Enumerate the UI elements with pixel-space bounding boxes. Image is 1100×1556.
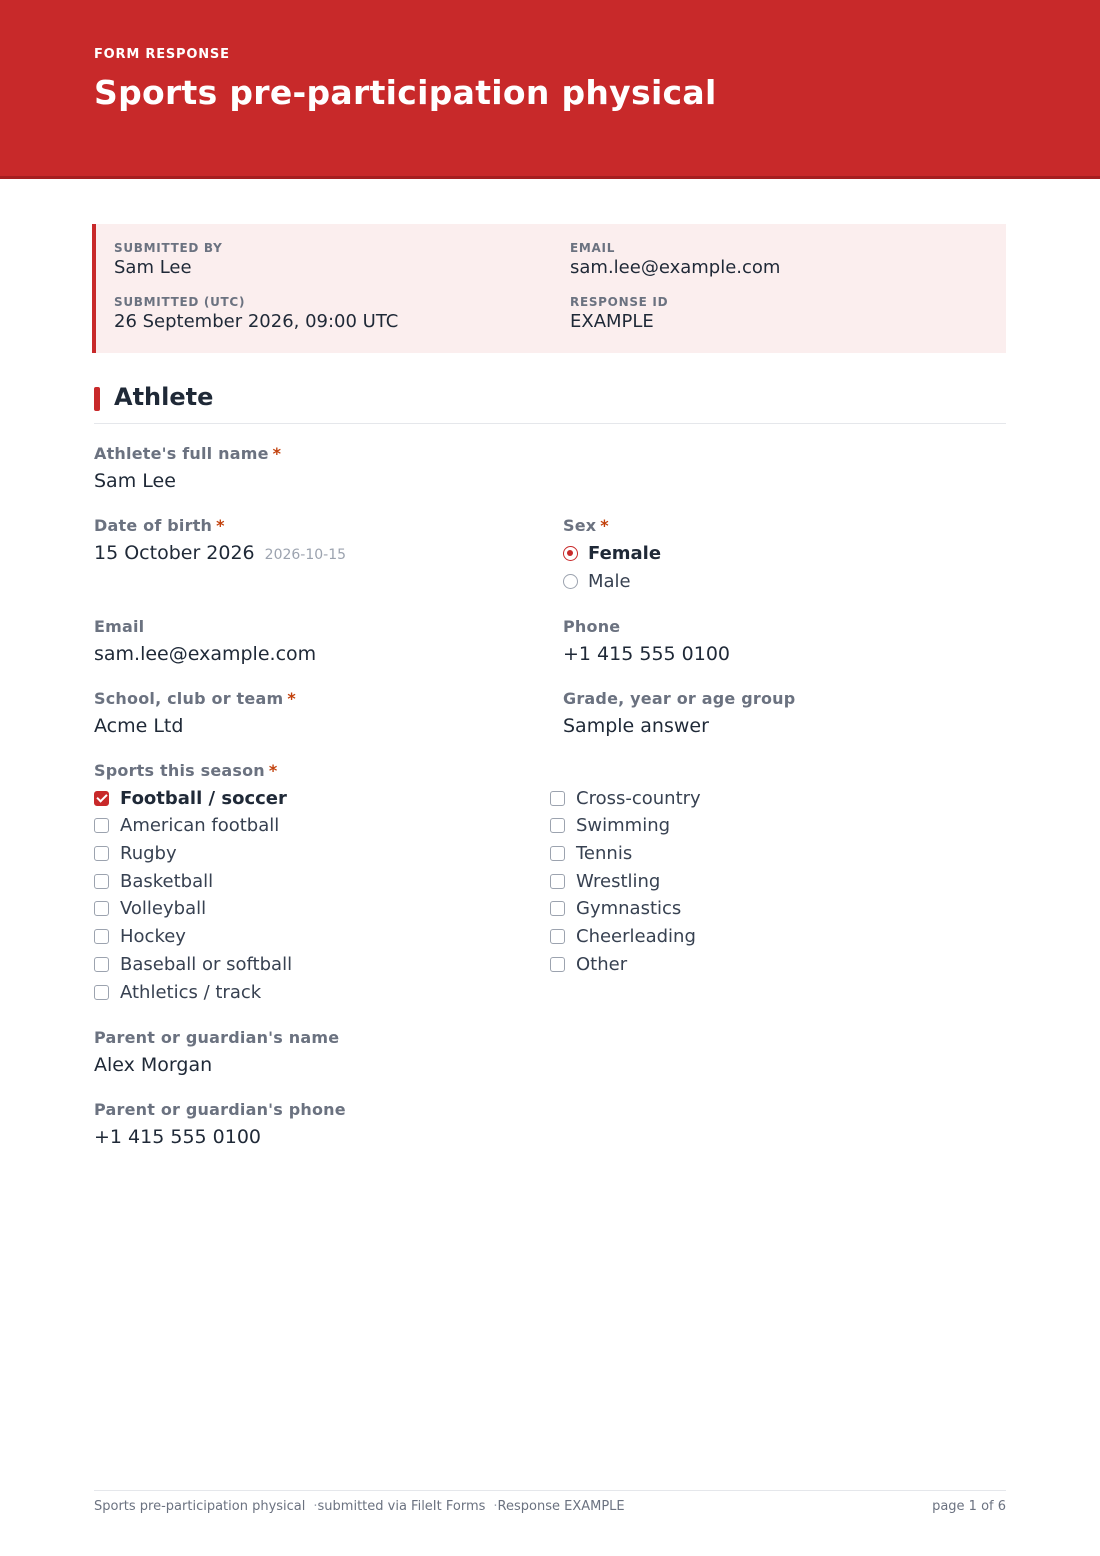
field-grade	[563, 689, 795, 737]
checkbox-unchecked-icon	[94, 846, 109, 861]
checkbox-label: Basketball	[120, 871, 214, 892]
checkbox-cheerleading[interactable]	[550, 926, 696, 947]
checkbox-label: Other	[576, 954, 628, 975]
checkbox-unchecked-icon	[94, 874, 109, 889]
field-label-text: Sex	[563, 516, 597, 535]
field-label	[94, 444, 281, 463]
checkbox-unchecked-icon	[94, 985, 109, 1000]
checkbox-rugby[interactable]	[94, 843, 177, 864]
meta-label: RESPONSE ID	[570, 295, 669, 309]
checkbox-american-football[interactable]	[94, 815, 279, 836]
checkbox-swimming[interactable]	[550, 815, 670, 836]
field-school	[94, 689, 296, 737]
checkbox-label: Football / soccer	[120, 788, 287, 809]
dob-value: 15 October 2026	[94, 542, 255, 564]
footer-via: submitted via FileIt Forms	[317, 1499, 486, 1514]
field-label	[94, 761, 277, 780]
footer-page-number: page 1 of 6	[932, 1499, 1006, 1514]
form-header	[0, 0, 1100, 179]
submission-meta-panel	[92, 224, 1006, 353]
required-marker: *	[600, 516, 609, 535]
required-marker: *	[268, 761, 278, 780]
field-full-name	[94, 444, 281, 492]
required-marker: *	[272, 444, 282, 463]
checkbox-label: American football	[120, 815, 280, 836]
radio-selected-icon	[563, 546, 578, 561]
field-date-of-birth	[94, 516, 346, 564]
field-label-text: School, club or team	[94, 689, 284, 708]
field-value: Sample answer	[563, 715, 709, 737]
checkbox-label: Cross-country	[576, 788, 701, 809]
radio-option-female[interactable]	[563, 543, 661, 564]
field-label-text: Sports this season	[94, 761, 265, 780]
field-label-text: Athlete's full name	[94, 444, 269, 463]
checkbox-cross-country[interactable]	[550, 788, 701, 809]
footer-response: Response EXAMPLE	[497, 1499, 625, 1514]
meta-label: EMAIL	[570, 241, 616, 255]
checkbox-tennis[interactable]	[550, 843, 632, 864]
meta-value: sam.lee@example.com	[570, 257, 781, 278]
field-label	[94, 689, 296, 708]
radio-option-male[interactable]	[563, 571, 631, 592]
checkbox-unchecked-icon	[94, 818, 109, 833]
checkbox-label: Tennis	[576, 843, 633, 864]
checkbox-athletics-track[interactable]	[94, 982, 261, 1003]
field-guardian-phone	[94, 1100, 346, 1148]
meta-submitted-by	[114, 241, 223, 278]
checkbox-unchecked-icon	[94, 957, 109, 972]
checkbox-other[interactable]	[550, 954, 627, 975]
checkbox-hockey[interactable]	[94, 926, 186, 947]
footer-left	[94, 1499, 1006, 1514]
checkbox-football-soccer[interactable]	[94, 788, 287, 809]
required-marker: *	[216, 516, 225, 535]
field-sports	[94, 761, 277, 780]
checkbox-label: Gymnastics	[576, 898, 682, 919]
field-value: Sam Lee	[94, 470, 176, 492]
checkbox-unchecked-icon	[94, 929, 109, 944]
radio-label: Male	[588, 571, 631, 592]
meta-email	[570, 241, 780, 278]
checkbox-label: Cheerleading	[576, 926, 696, 947]
checkbox-unchecked-icon	[550, 901, 565, 916]
header-eyebrow: FORM RESPONSE	[94, 47, 230, 62]
meta-value: EXAMPLE	[570, 311, 654, 332]
section-accent-bar	[94, 387, 100, 411]
meta-label: SUBMITTED (UTC)	[114, 295, 246, 309]
footer-separator: ·	[313, 1499, 318, 1514]
field-label: Parent or guardian's name	[94, 1028, 340, 1047]
meta-value: 26 September 2026, 09:00 UTC	[114, 311, 399, 332]
checkbox-label: Baseball or softball	[120, 954, 293, 975]
checkbox-unchecked-icon	[550, 818, 565, 833]
meta-value: Sam Lee	[114, 257, 192, 278]
checkbox-gymnastics[interactable]	[550, 898, 681, 919]
section-header-athlete	[94, 382, 1006, 424]
checkbox-basketball[interactable]	[94, 871, 213, 892]
checkbox-label: Athletics / track	[120, 982, 262, 1003]
dob-iso: 2026-10-15	[264, 547, 347, 563]
field-value: +1 415 555 0100	[94, 1126, 262, 1148]
checkbox-label: Hockey	[120, 926, 186, 947]
field-value: Acme Ltd	[94, 715, 184, 737]
checkbox-unchecked-icon	[550, 874, 565, 889]
checkbox-label: Rugby	[120, 843, 177, 864]
checkbox-label: Volleyball	[120, 898, 207, 919]
field-label: Parent or guardian's phone	[94, 1100, 346, 1119]
checkbox-wrestling[interactable]	[550, 871, 660, 892]
meta-response-id	[570, 295, 668, 332]
field-value: sam.lee@example.com	[94, 643, 317, 665]
page-title: Sports pre-participation physical	[94, 73, 717, 112]
checkbox-unchecked-icon	[94, 901, 109, 916]
meta-submitted-utc	[114, 295, 398, 332]
page-footer	[94, 1490, 1006, 1514]
field-value: +1 415 555 0100	[563, 643, 731, 665]
checkbox-volleyball[interactable]	[94, 898, 206, 919]
required-marker: *	[287, 689, 296, 708]
field-value: Alex Morgan	[94, 1054, 213, 1076]
checkbox-unchecked-icon	[550, 846, 565, 861]
section-title: Athlete	[114, 383, 214, 411]
radio-label: Female	[588, 543, 662, 564]
field-guardian-name	[94, 1028, 339, 1076]
footer-separator: ·	[493, 1499, 498, 1514]
checkbox-label: Swimming	[576, 815, 671, 836]
field-value	[94, 542, 346, 564]
field-sex	[563, 516, 609, 535]
radio-unselected-icon	[563, 574, 578, 589]
checkbox-baseball-softball[interactable]	[94, 954, 292, 975]
checkbox-label: Wrestling	[576, 871, 661, 892]
field-phone	[563, 617, 730, 665]
field-email	[94, 617, 316, 665]
checkbox-unchecked-icon	[550, 957, 565, 972]
field-label	[94, 516, 346, 535]
checkbox-unchecked-icon	[550, 791, 565, 806]
field-label: Phone	[563, 617, 621, 636]
field-label: Grade, year or age group	[563, 689, 796, 708]
checkbox-checked-icon	[94, 791, 109, 806]
field-label	[563, 516, 609, 535]
field-label-text: Date of birth	[94, 516, 213, 535]
checkbox-unchecked-icon	[550, 929, 565, 944]
footer-form-name: Sports pre-participation physical	[94, 1499, 306, 1514]
meta-label: SUBMITTED BY	[114, 241, 223, 255]
field-label: Email	[94, 617, 145, 636]
